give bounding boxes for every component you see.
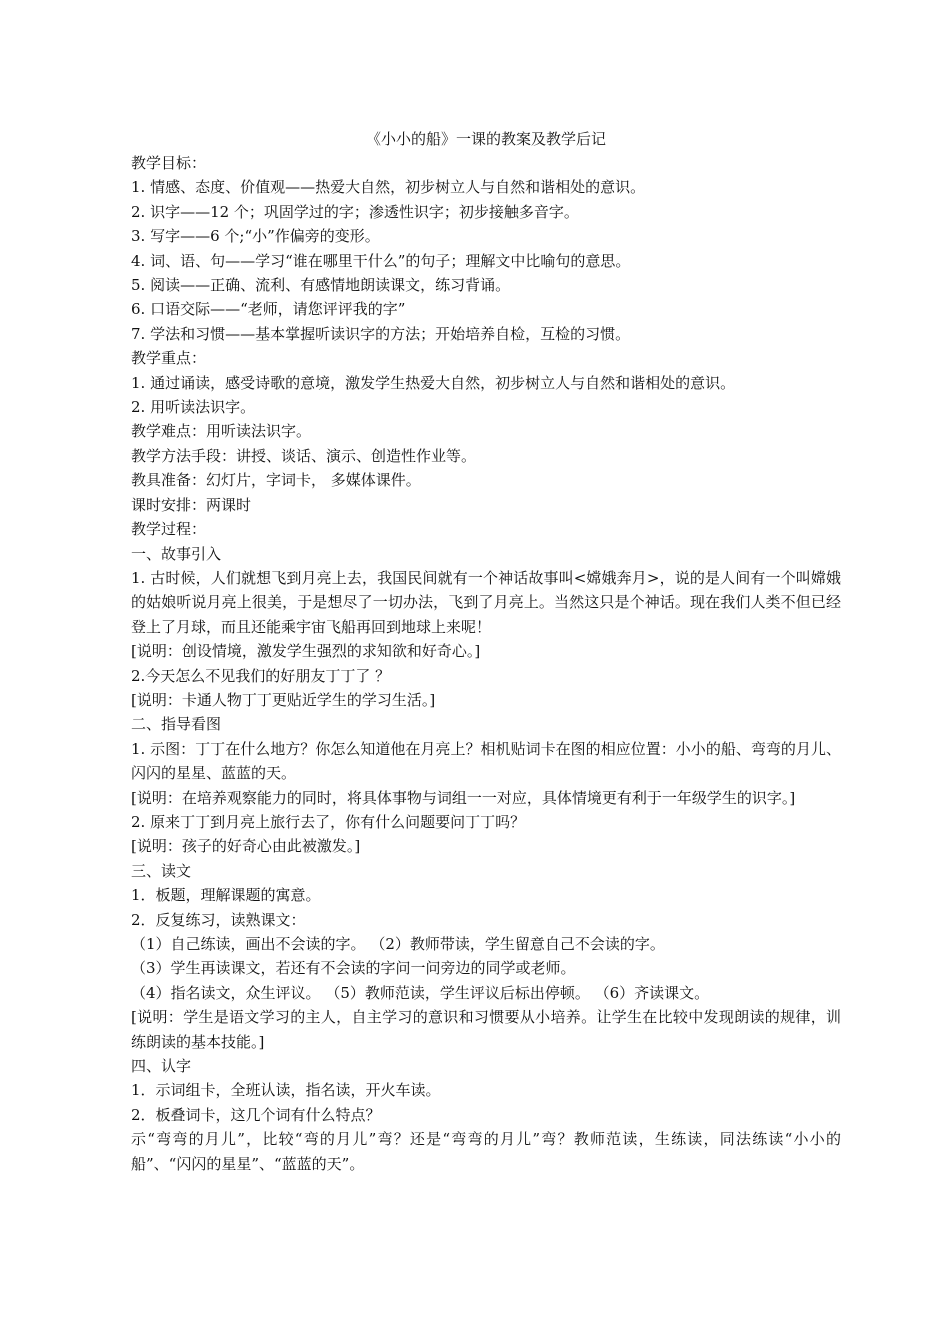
- text-line: 2. 原来丁丁到月亮上旅行去了，你有什么问题要问丁丁吗？: [131, 812, 526, 831]
- list-item: 7. 学法和习惯——基本掌握听读识字的方法；开始培养自检，互检的习惯。: [131, 324, 631, 343]
- section-heading: 教学目标：: [131, 154, 207, 172]
- text-line: 2．反复练习，读熟课文：: [131, 910, 306, 929]
- text-line: 课时安排：两课时: [131, 495, 252, 514]
- text-line: 教具准备：幻灯片，字词卡， 多媒体课件。: [131, 471, 421, 490]
- text-line: 教学方法手段：讲授、谈话、演示、创造性作业等。: [131, 446, 477, 465]
- section-heading: 一、故事引入: [131, 544, 222, 563]
- list-item: 1. 情感、态度、价值观——热爱大自然，初步树立人与自然和谐相处的意识。: [131, 178, 646, 197]
- text-line: 教学难点：用听读法识字。: [131, 422, 312, 441]
- section-heading: 二、指导看图: [131, 715, 222, 734]
- text-line: 2.今天怎么不见我们的好朋友丁丁了 ？: [131, 666, 391, 685]
- list-item: 2. 识字——12 个；巩固学过的字；渗透性识字；初步接触多音字。: [131, 202, 579, 221]
- note-line: [说明：卡通人物丁丁更贴近学生的学习生活。]: [131, 690, 436, 709]
- paragraph: 1. 示图：丁丁在什么地方？你怎么知道他在月亮上？相机贴词卡在图的相应位置：小小的船、弯弯的月儿、闪闪的星星、蓝蓝的天。: [131, 739, 841, 783]
- text-line: 1．板题，理解课题的寓意。: [131, 886, 321, 905]
- text-line: （1）自己练读，画出不会读的字。 （2）教师带读，学生留意自己不会读的字。: [131, 935, 665, 953]
- list-item: 3. 写字——6 个;“小”作偏旁的变形。: [131, 227, 380, 246]
- section-heading: 四、认字: [131, 1057, 192, 1076]
- paragraph: 1. 古时候，人们就想飞到月亮上去，我国民间就有一个神话故事叫<嫦娥奔月>，说的是人间有一个叫嫦娥的姑娘听说月亮上很美，于是想尽了一切办法，飞到了月亮上。当然这只是个神话。现在我们人类不但已经登上了月球，而且还能乘宇宙飞船再回到地球上来呢！: [131, 568, 841, 636]
- note-paragraph: [说明：学生是语文学习的主人，自主学习的意识和习惯要从小培养。让学生在比较中发现朗读的规律，训练朗读的基本技能。]: [131, 1008, 841, 1051]
- list-item: 5. 阅读——正确、流利、有感情地朗读课文，练习背诵。: [131, 276, 511, 295]
- section-heading: 教学过程：: [131, 520, 207, 539]
- list-item: 4. 词、语、句——学习“谁在哪里干什么”的句子；理解文中比喻句的意思。: [131, 251, 631, 270]
- text-line: （3）学生再读课文，若还有不会读的字问一问旁边的同学或老师。: [131, 959, 576, 978]
- text-line: 1．示词组卡，全班认读，指名读，开火车读。: [131, 1081, 441, 1100]
- list-item: 6. 口语交际——“老师，请您评评我的字”: [131, 300, 406, 319]
- note-line: [说明：孩子的好奇心由此被激发。]: [131, 837, 361, 856]
- paragraph: 示“弯弯的月儿”，比较“弯的月儿”弯？还是“弯弯的月儿”弯？教师范读，生练读，同法练读“小小的船”、“闪闪的星星”、“蓝蓝的天”。: [131, 1130, 841, 1173]
- list-item: 2. 用听读法识字。: [131, 398, 256, 417]
- note-line: [说明：创设情境，激发学生强烈的求知欲和好奇心。]: [131, 642, 481, 661]
- document-title: 《小小的船》一课的教案及教学后记: [365, 130, 606, 148]
- text-line: （4）指名读文，众生评议。 （5）教师范读，学生评议后标出停顿。 （6）齐读课文。: [131, 983, 710, 1002]
- note-paragraph: [说明：在培养观察能力的同时，将具体事物与词组一一对应，具体情境更有利于一年级学生的识字。]: [131, 788, 796, 807]
- section-heading: 教学重点：: [131, 349, 207, 368]
- list-item: 1. 通过诵读，感受诗歌的意境，激发学生热爱大自然，初步树立人与自然和谐相处的意识。: [131, 373, 736, 392]
- document-page: [131, 127, 841, 1176]
- text-line: 2．板叠词卡，这几个词有什么特点？: [131, 1105, 381, 1124]
- section-heading: 三、读文: [131, 861, 192, 880]
